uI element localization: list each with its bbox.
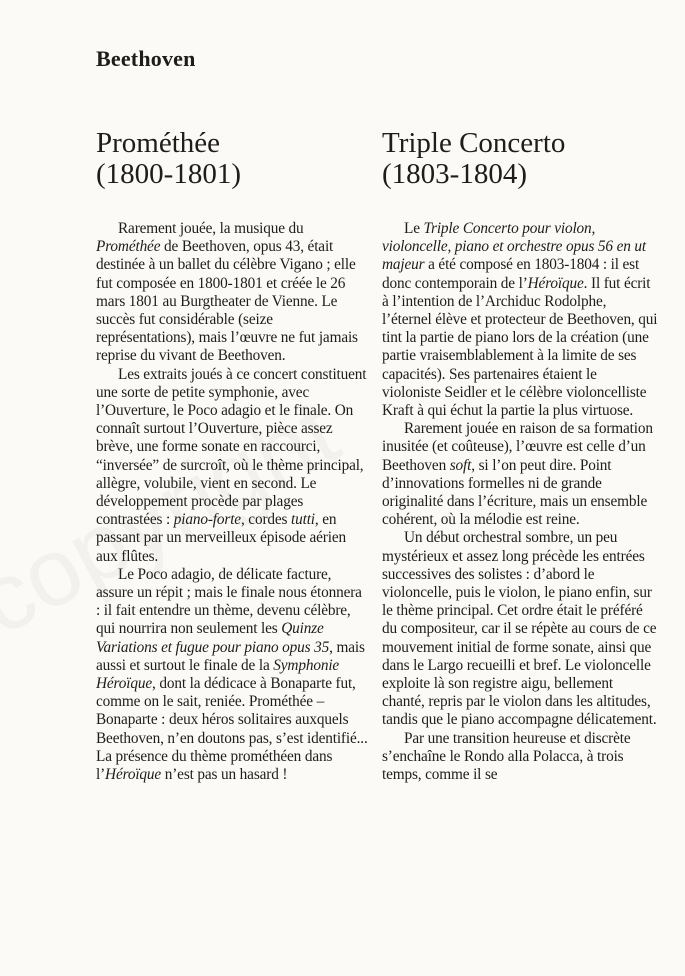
prometheus-paragraph-3 bbox=[96, 566, 368, 784]
triple-concerto-title-dates: (1803-1804) bbox=[382, 158, 527, 190]
text-run: , si l’on peut dire. Point d’innovations formelles ni de grande originalité dans l’écriture, mais un ensemble cohérent, où la mélodie est reine. bbox=[382, 456, 648, 529]
italic-run: piano-forte bbox=[173, 511, 241, 529]
prometheus-title bbox=[96, 128, 241, 190]
italic-run: Symphonie Héroïque bbox=[96, 656, 340, 693]
prometheus-title-line1: Prométhée bbox=[96, 127, 221, 159]
italic-run: soft bbox=[449, 456, 472, 474]
text-run: de Beethoven, opus 43, était destinée à un ballet du célèbre Vigano ; elle fut composée en 1800-1801 et créée le 26 mars 1801 au Burgtheater de Vienne. Le succès fut considérable (seize représentations), mais l’œuvre ne fut jamais reprise du vivant de Beethoven. bbox=[96, 238, 358, 365]
text-run: n’est pas un hasard ! bbox=[161, 766, 288, 784]
triple-concerto-paragraph-3 bbox=[382, 529, 658, 729]
triple-concerto-title bbox=[382, 128, 565, 190]
triple-concerto-title-line1: Triple Concerto bbox=[382, 127, 566, 159]
prometheus-column bbox=[96, 220, 368, 784]
prometheus-paragraph-2 bbox=[96, 366, 368, 566]
italic-run: Prométhée bbox=[96, 238, 161, 256]
text-run: a été composé en 1803-1804 : il est donc contemporain de l’ bbox=[382, 256, 640, 292]
text-run: Les extraits joués à ce concert constituent une sorte de petite symphonie, avec l’Ouverture, le Poco adagio et le finale. On connaît surtout l’Ouverture, pièce assez brève, une forme sonate en raccourci, “inversée” de surcroît, où le thème principal, allègre, volubile, vient en second. Le développement procède par plages contrastées : bbox=[96, 365, 367, 529]
prometheus-paragraph-1 bbox=[96, 220, 368, 366]
text-run: Rarement jouée, la musique du bbox=[118, 220, 304, 237]
text-run: , dont la dédicace à Bonaparte fut, comme on le sait, reniée. Prométhée – Bonaparte : deux héros solitaires auxquels Beethoven, n’en doutons pas, s’est identifié... La présence du thème prométhéen dans l’ bbox=[96, 675, 368, 784]
italic-run: Héroïque bbox=[105, 766, 162, 784]
text-run: Un début orchestral sombre, un peu mystérieux et assez long précède les entrées successives des solistes : d’abord le violoncelle, puis le violon, le piano enfin, sur le thème principal. Cet ordre était le préféré du compositeur, car il se répète au cours de ce mouvement initial de forme sonate, ainsi que dans le Largo recueilli et bref. Le violoncelle exploite là son registre aigu, bellement chanté, repris par le violon dans les altitudes, tandis que le piano accompagne délicatement. bbox=[382, 529, 657, 729]
triple-concerto-paragraph-4 bbox=[382, 730, 658, 785]
triple-concerto-paragraph-1 bbox=[382, 220, 658, 420]
text-run: , mais aussi et surtout le finale de la bbox=[96, 638, 365, 674]
triple-concerto-paragraph-2 bbox=[382, 420, 658, 529]
italic-run: tutti bbox=[291, 511, 315, 529]
italic-run: Héroïque bbox=[527, 274, 584, 292]
italic-run: Triple Concerto pour violon, violoncelle, piano et orchestre opus 56 en ut majeur bbox=[382, 220, 647, 274]
text-run: Rarement jouée en raison de sa formation inusitée (et coûteuse), l’œuvre est celle d’un Beethoven bbox=[382, 420, 653, 474]
composer-heading: Beethoven bbox=[96, 46, 196, 71]
text-run: , en passant par un merveilleux épisode aérien aux flûtes. bbox=[96, 511, 346, 565]
text-run: Le Poco adagio, de délicate facture, assure un répit ; mais le finale nous étonnera : il fait entendre un thème, devenu célèbre, qui nourrira non seulement les bbox=[96, 565, 362, 638]
text-run: , cordes bbox=[240, 511, 291, 529]
italic-run: Quinze Variations et fugue pour piano opus 35 bbox=[96, 620, 330, 656]
text-run: Le bbox=[404, 220, 424, 237]
prometheus-title-dates: (1800-1801) bbox=[96, 158, 241, 190]
text-run: . Il fut écrit à l’intention de l’Archiduc Rodolphe, l’éternel élève et protecteur de Beethoven, qui tint la partie de piano lors de la création (une partie vraisemblablement à la limite de ses capacités). Ses partenaires étaient le violoniste Seidler et le célèbre violoncelliste Kraft à qui échut la partie la plus virtuose. bbox=[382, 274, 658, 420]
text-run: Par une transition heureuse et discrète s’enchaîne le Rondo alla Polacca, à trois temps, comme il se bbox=[382, 729, 631, 784]
triple-concerto-column bbox=[382, 220, 658, 784]
